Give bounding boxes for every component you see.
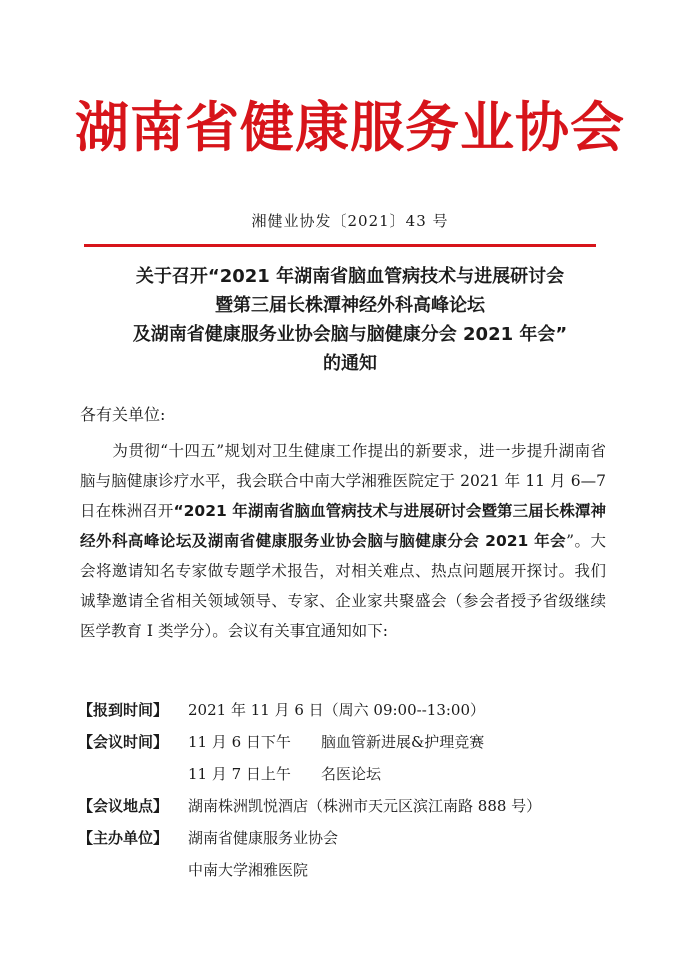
notice-title-line: 关于召开“2021 年湖南省脑血管病技术与进展研讨会 xyxy=(135,266,565,287)
meeting-time-row xyxy=(78,757,541,789)
registration-row xyxy=(78,693,541,725)
host-1: 湖南省健康服务业协会 xyxy=(188,828,339,847)
venue-row xyxy=(78,789,541,821)
red-divider xyxy=(84,244,596,247)
meeting-day1-time: 11 月 6 日下午 xyxy=(188,732,291,751)
meeting-day2-topic: 名医论坛 xyxy=(320,764,381,783)
meeting-info xyxy=(78,693,541,885)
notice-title xyxy=(60,262,640,378)
body-paragraph xyxy=(80,436,606,646)
host-2: 中南大学湘雅医院 xyxy=(188,860,309,879)
meeting-day2-time: 11 月 7 日上午 xyxy=(188,764,291,783)
organization-title: 湖南省健康服务业协会 xyxy=(75,95,625,159)
host-row xyxy=(78,821,541,853)
body-text-part: ”。大会将邀请知名专家做专题学术报告，对相关难点、热点问题展开探讨。我们诚挚邀请全省相关领域领导、专家、企业家共聚盛会（参会者授予省级继续医学教育 I 类学分）。会议有关事宜通知如下: xyxy=(80,532,606,640)
notice-title-line: 暨第三届长株潭神经外科高峰论坛 xyxy=(215,295,485,316)
host-row xyxy=(78,853,541,885)
conference-name: “2021 年湖南省脑血管病技术与进展研讨会暨第三届长株潭神经外科高峰论坛及湖南省健康服务业协会脑与脑健康分会 2021 年会 xyxy=(80,502,606,550)
meeting-day1-topic: 脑血管新进展&护理竞赛 xyxy=(320,732,485,751)
notice-title-line: 及湖南省健康服务业协会脑与脑健康分会 2021 年会” xyxy=(132,324,568,345)
document-number: 湘健业协发〔2021〕43 号 xyxy=(251,212,449,230)
meeting-time-label: 【会议时间】 xyxy=(78,732,169,751)
host-label: 【主办单位】 xyxy=(78,828,169,847)
registration-value: 2021 年 11 月 6 日（周六 09:00--13:00） xyxy=(188,700,486,719)
registration-label: 【报到时间】 xyxy=(78,700,169,719)
meeting-time-row xyxy=(78,725,541,757)
notice-title-line: 的通知 xyxy=(323,353,377,374)
body-text-part: 为贯彻“十四五”规划对卫生健康工作提出的新要求，进一步提升湖南省脑与脑健康诊疗水平，我会联合中南大学湘雅医院定于 2021 年 11 月 6—7 日在株洲召开 xyxy=(80,442,606,520)
venue-label: 【会议地点】 xyxy=(78,796,169,815)
salutation: 各有关单位: xyxy=(80,405,166,424)
venue-value: 湖南株洲凯悦酒店（株洲市天元区滨江南路 888 号） xyxy=(188,796,542,815)
